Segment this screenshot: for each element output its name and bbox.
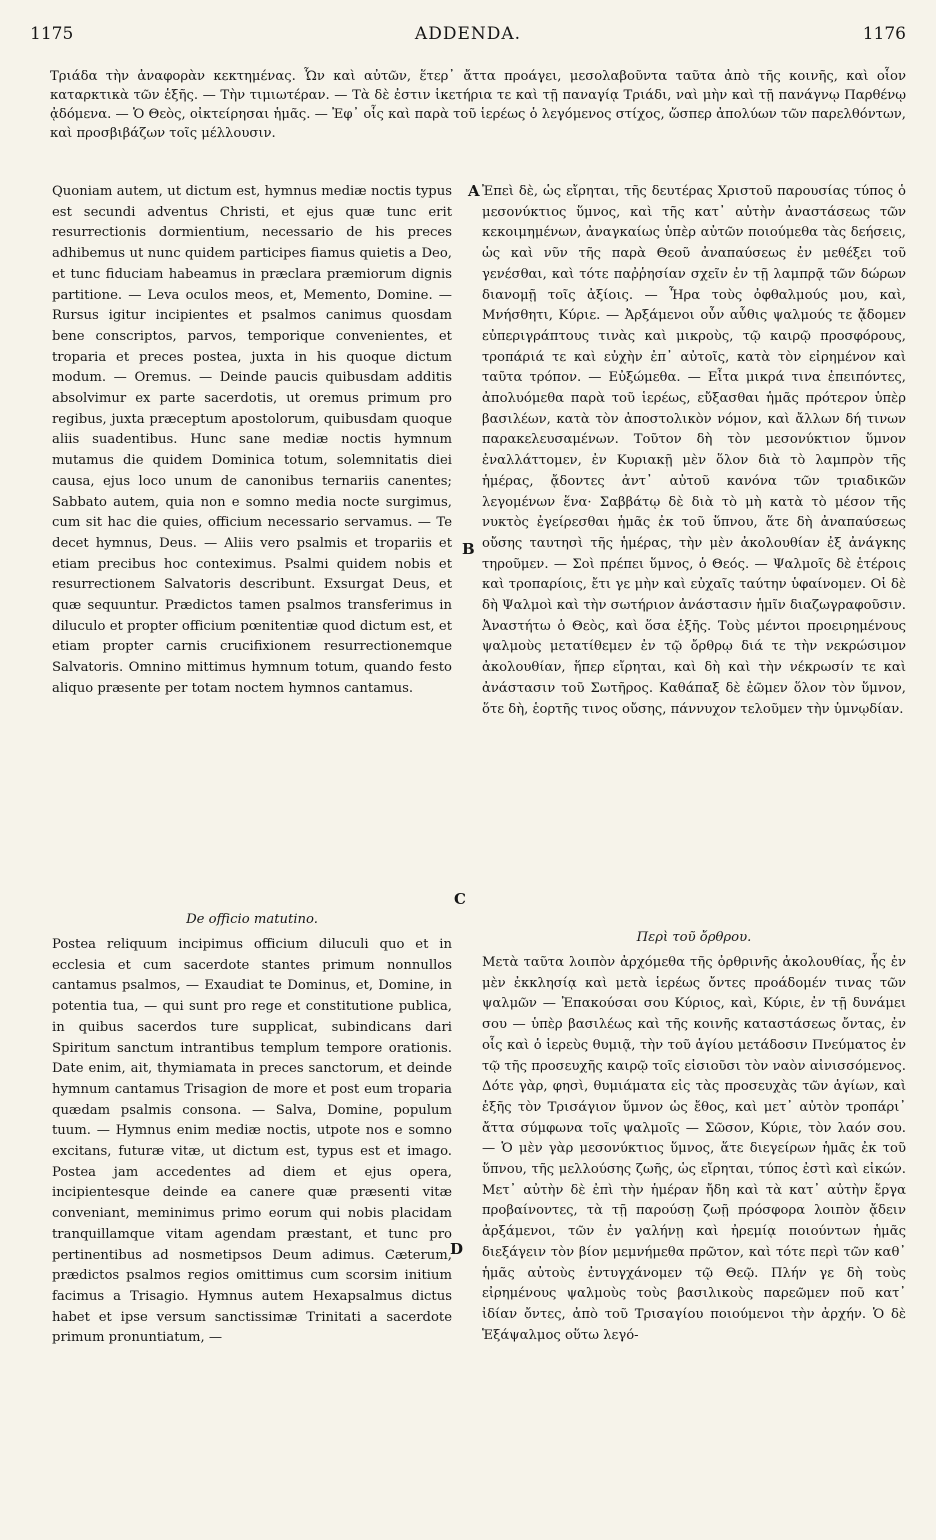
latin-column-lower [52, 935, 452, 1349]
greek-section-heading: Περὶ τοῦ ὄρθρου. [636, 930, 752, 945]
margin-marker-b: B [462, 540, 475, 558]
greek-column-upper [482, 182, 906, 720]
greek-paragraph-matins: Μετὰ ταῦτα λοιπὸν ἀρχόμεθα τῆς ὀρθρινῆς ἀκολουθίας, ἧς ἐν μὲν ἐκκλησίᾳ καὶ μετὰ ἱερέως ὄντες προάδομέν τινας τῶν ψαλμῶν — Ἐπακούσαι σου Κύριος, καὶ, Κύριε, ἐν τῇ δυνάμει σου — ὑπὲρ βασιλέως καὶ τῆς κοινῆς καταστάσεως ὄντας, ἐν οἷς καὶ ὁ ἱερεὺς θυμιᾷ, τὴν τοῦ ἁγίου μετάδοσιν Πνεύματος ἐν τῷ τῆς προσευχῆς καιρῷ τοῖς εἰσιοῦσι τὸν ναὸν αἰνισσόμενος. Δότε γὰρ, φησὶ, θυμιάματα εἰς τὰς προσευχὰς τῶν ἁγίων, καὶ ἑξῆς τὸν Τρισάγιον ὕμνον ὡς ἔθος, καὶ μετ᾽ αὐτὸν τροπάρι᾽ ἄττα σύμφωνα τοῖς ψαλμοῖς — Σῶσον, Κύριε, τὸν λαόν σου. — Ὁ μὲν γὰρ μεσονύκτιος ὕμνος, ἅτε διεγείρων ἡμᾶς ἐκ τοῦ ὕπνου, τῆς μελλούσης ζωῆς, ὡς εἴρηται, τύπος ἐστὶ καὶ εἰκών. Μετ᾽ αὐτὴν δὲ ἐπὶ τὴν ἡμέραν ἤδη καὶ τὰ κατ᾽ αὐτὴν ἔργα προβαίνοντες, τὰ τῇ παρούσῃ ζωῇ πρόσφορα λοιπὸν ᾄδειν ἀρξάμενοι, τῶν ἐν γαλήνῃ καὶ ἠρεμίᾳ ποιούντων ἡμᾶς διεξάγειν τὸν βίον μεμνήμεθα πρῶτον, καὶ τότε περὶ τῶν καθ᾽ ἡμᾶς αὐτοὺς ἐντυγχάνομεν τῷ Θεῷ. Πλήν γε δὴ τοὺς εἰρημένους ψαλμοὺς τοὺς βασιλικοὺς παρεῶμεν ποῦ κατ᾽ ἰδίαν ὄντες, ἀπὸ τοῦ Τρισαγίου ποιούμενοι τὴν ἀρχήν. Ὁ δὲ Ἑξάψαλμος οὕτω λεγό- [482, 955, 906, 1343]
page-number-left: 1175 [30, 24, 74, 44]
latin-column-upper [52, 182, 452, 700]
greek-column-lower [482, 953, 906, 1346]
latin-section-heading: De officio matutino. [186, 912, 318, 927]
running-title: ADDENDA. [414, 24, 522, 44]
latin-paragraph-matins: Postea reliquum incipimus officium diluculi quo et in ecclesia et cum sacerdote stantes primum nonnullos cantamus psalmos, — Exaudiat te Dominus, et, Domine, in potentia tua, — qui sunt pro rege et constitutione publica, in quibus sacerdos ture supplicat, subindicans dari Spiritum sanctum intrantibus templum tempore orationis. Date enim, ait, thymiamata in preces sanctorum, et deinde hymnum cantamus Trisagion de more et post eum troparia quædam psalmis consona. — Salva, Domine, populum tuum. — Hymnus enim mediæ noctis, utpote nos e somno excitans, futuræ vitæ, ut dictum est, typus est et imago. Postea jam accedentes ad diem et ejus opera, incipientesque deinde ea canere quæ præsenti vitæ conveniant, meminimus primo eorum qui nobis placidam tranquillamque vitam agendam præstant, et tunc pro pertinentibus ad nosmetipsos Deum adimus. Cæterum, prædictos psalmos regios omittimus cum scorsim initium facimus a Trisagio. Hymnus autem Hexapsalmus dictus habet et ipse versum sanctissimæ Trinitati a sacerdote primum pronuntiatum, — [52, 937, 452, 1346]
margin-marker-d: D [450, 1240, 464, 1258]
greek-paragraph-midnight: Ἐπεὶ δὲ, ὡς εἴρηται, τῆς δευτέρας Χριστοῦ παρουσίας τύπος ὁ μεσονύκτιος ὕμνος, καὶ τῆς κατ᾽ αὐτὴν ἀναστάσεως τῶν κεκοιμημένων, ἀναγκαίως ὑπὲρ αὐτῶν ποιούμεθα τὰς δεήσεις, ὡς καὶ νῦν τῆς παρὰ Θεοῦ ἀναπαύσεως ἐν μεθέξει τοῦ γενέσθαι, καὶ τότε παῤῥησίαν σχεῖν ἐν τῇ λαμπρᾷ τῶν δώρων διανομῇ τοῖς ἀξίοις. — Ἦρα τοὺς ὀφθαλμούς μου, καὶ, Μνήσθητι, Κύριε. — Ἀρξάμενοι οὖν αὖθις ψαλμούς τε ᾄδομεν εὐπεριγράπτους τινὰς καὶ μικροὺς, τῷ καιρῷ προσφόρους, τροπάριά τε καὶ εὐχὴν ἐπ᾽ αὐτοῖς, κατὰ τὸν εἰρημένον καὶ ταῦτα τρόπον. — Εὐξώμεθα. — Εἶτα μικρά τινα ἐπειπόντες, ἀπολυόμεθα παρὰ τοῦ ἱερέως, εὔξασθαι ἡμᾶς πρότερον ὑπὲρ βασιλέων, κατὰ τὸν ἀποστολικὸν νόμον, καὶ ἄλλων δή τινων παρακελευσαμένων. Τοῦτον δὴ τὸν μεσονύκτιον ὕμνον ἐναλλάττομεν, ἐν Κυριακῇ μὲν ὅλον διὰ τὸ λαμπρὸν τῆς ἡμέρας, ᾄδοντες ἀντ᾽ αὐτοῦ κανόνα τῶν τριαδικῶν λεγομένων ἕνα· Σαββάτῳ δὲ διὰ τὸ μὴ κατὰ τὸ μέσον τῆς νυκτὸς ἐγείρεσθαι ἡμᾶς ἐκ τοῦ ὕπνου, ἅτε δὴ ἀναπαύσεως οὔσης ταυτησὶ τῆς ἡμέρας, τὴν μὲν ἀκολουθίαν ἐξ ἀνάγκης τηροῦμεν. — Σοὶ πρέπει ὕμνος, ὁ Θεός. — Ψαλμοῖς δὲ ἑτέροις καὶ τροπαρίοις, ἔτι γε μὴν καὶ εὐχαῖς ταύτην ὑφαίνομεν. Οἱ δὲ δὴ Ψαλμοὶ καὶ τὴν σωτήριον ἀνάστασιν ἡμῖν διαζωγραφοῦσιν. Ἀναστήτω ὁ Θεὸς, καὶ ὅσα ἑξῆς. Τοὺς μέντοι προειρημένους ψαλμοὺς μετατίθεμεν ἐν τῷ ὄρθρῳ διά τε τὴν νεκρώσιμον ἀκολουθίαν, ἥπερ εἴρηται, καὶ δὴ καὶ τὴν νέκρωσίν τε καὶ ἀνάστασιν τοῦ Σωτῆρος. Καθάπαξ δὲ ἐῶμεν ὅλον τὸν ὕμνον, ὅτε δὴ, ἑορτῆς τινος οὔσης, πάννυχον τελοῦμεν τὴν ὑμνῳδίαν. [482, 184, 906, 717]
intro-greek-paragraph: Τριάδα τὴν ἀναφορὰν κεκτημένας. Ὧν καὶ αὐτῶν, ἕτερ᾽ ἄττα προάγει, μεσολαβοῦντα ταῦτα ἀπὸ τῆς κοινῆς, καὶ οἷον καταρκτικὰ τῶν ἑξῆς. — Τὴν τιμιωτέραν. — Τὰ δὲ ἐστιν ἱκετήρια τε καὶ τῇ παναγίᾳ Τριάδι, ναὶ μὴν καὶ τῇ πανάγνῳ Παρθένῳ ᾀδόμενα. — Ὁ Θεὸς, οἰκτείρησαι ἡμᾶς. — Ἐφ᾽ οἷς καὶ παρὰ τοῦ ἱερέως ὁ λεγόμενος στίχος, ὥσπερ ἀπολύων τῶν παρελθόντων, καὶ προσβιβάζων τοῖς μέλλουσιν. [50, 69, 906, 141]
page-header [30, 24, 906, 54]
page-number-right: 1176 [862, 24, 906, 44]
margin-marker-a: A [468, 182, 480, 200]
latin-paragraph-midnight: Quoniam autem, ut dictum est, hymnus mediæ noctis typus est secundi adventus Christi, et ejus quæ tunc erit resurrectionis dormientium, necessario de his preces adhibemus ut nunc quidem participes fiamus quietis a Deo, et tunc fiduciam habeamus in præclara præmiorum dignis partitione. — Leva oculos meos, et, Memento, Domine. — Rursus igitur incipientes et psalmos canimus quosdam bene conscriptos, parvos, temporique convenientes, et troparia et preces postea, juxta in his quoque dictum modum. — Oremus. — Deinde paucis quibusdam additis absolvimur ex parte sacerdotis, ut oremus primum pro regibus, juxta præceptum apostolorum, quibusdam quoque aliis suadentibus. Hunc sane mediæ noctis hymnum mutamus die quidem Dominica totum, solemnitatis diei causa, ejus loco unum de canonibus ternariis canentes; Sabbato autem, quia non e somno media nocte surgimus, cum sit hac die quies, officium necessario servamus. — Te decet hymnus, Deus. — Aliis vero psalmis et tropariis et etiam precibus hoc conteximus. Psalmi quidem nobis et resurrectionem Salvatoris describunt. Exsurgat Deus, et quæ sequuntur. Prædictos tamen psalmos transferimus in diluculo et propter officium pœnitentiæ quod dictum est, et etiam propter carnis crucifixionem resurrectionemque Salvatoris. Omnino mittimus hymnum totum, quando festo aliquo præsente per totam noctem hymnos cantamus. [52, 184, 452, 696]
margin-marker-c: C [454, 890, 466, 908]
